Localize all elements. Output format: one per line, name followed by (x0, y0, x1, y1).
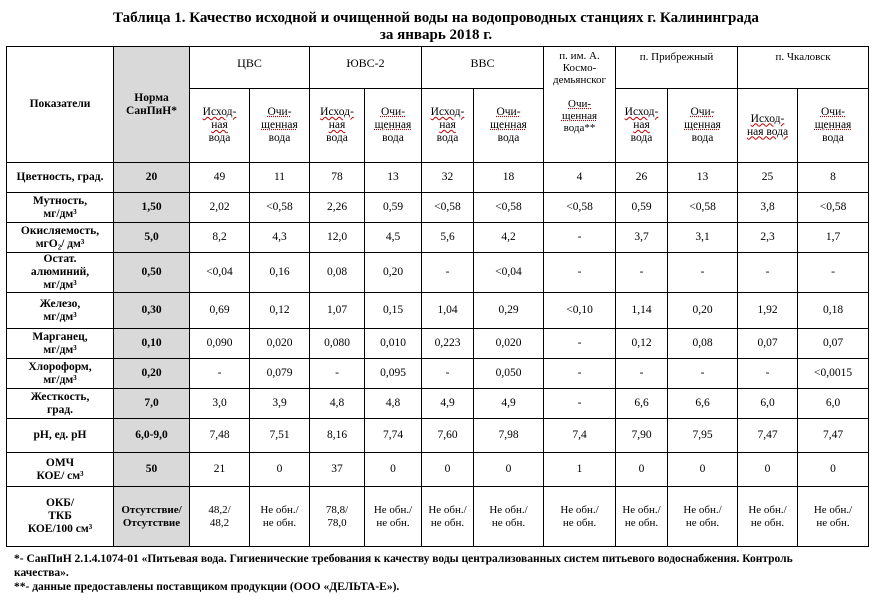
table-cell: 7,51 (250, 419, 310, 453)
footnote-1-line1: *- СанПиН 2.1.4.1074-01 «Питьевая вода. Гигиенические требования к качеству воды централизованных систем питьевого водоснабжения. Контроль (14, 553, 793, 565)
table-cell: 78 (310, 163, 365, 193)
treated-line2: щенная (490, 119, 527, 131)
source-line3: вода (436, 132, 459, 144)
row-norm: 0,10 (114, 329, 190, 359)
table-cell: 3,1 (668, 223, 738, 253)
table-cell: 0,20 (365, 253, 422, 293)
table-cell: 6,6 (616, 389, 668, 419)
table-cell (738, 487, 798, 547)
header-station-vvs: ВВС (422, 47, 544, 89)
treated-line2: щенная (814, 119, 852, 131)
indicator-line1: Остат. (43, 253, 77, 265)
table-cell: 0,079 (250, 359, 310, 389)
table-cell: - (544, 389, 616, 419)
table-cell: 7,47 (738, 419, 798, 453)
cell-line1: 48,2/ (208, 503, 231, 516)
header-norm (114, 47, 190, 163)
table-row (7, 253, 869, 293)
table-cell: 0,080 (310, 329, 365, 359)
table-cell: <0,04 (190, 253, 250, 293)
subheader-source-water (738, 89, 798, 163)
table-cell: - (616, 253, 668, 293)
table-row (7, 453, 869, 487)
table-row (7, 163, 869, 193)
treated-line1: Очи- (820, 106, 846, 118)
table-cell: - (738, 253, 798, 293)
treated-line1: Очи- (496, 106, 521, 118)
treated-line2: щенная (261, 119, 298, 131)
table-row (7, 293, 869, 329)
table-cell: 0,69 (190, 293, 250, 329)
table-cell: 26 (616, 163, 668, 193)
table-cell: - (422, 253, 474, 293)
table-cell: 7,48 (190, 419, 250, 453)
table-cell: 4,8 (365, 389, 422, 419)
table-cell: 1,14 (616, 293, 668, 329)
subheader-source-water (310, 89, 365, 163)
table-cell: 0,020 (474, 329, 544, 359)
table-cell: 7,74 (365, 419, 422, 453)
row-norm: 0,30 (114, 293, 190, 329)
table-cell: 7,95 (668, 419, 738, 453)
table-cell: 6,0 (738, 389, 798, 419)
table-row (7, 359, 869, 389)
table-cell: 0 (738, 453, 798, 487)
table-cell: 0,59 (365, 193, 422, 223)
subheader-source-water (422, 89, 474, 163)
header-station-yuvs2: ЮВС-2 (310, 47, 422, 89)
table-cell: <0,58 (474, 193, 544, 223)
footnote-2: **- данные предоставлены поставщиком продукции (ООО «ДЕЛЬТА-Е»). (14, 581, 400, 593)
cell-line1: Не обн./ (560, 503, 599, 516)
row-indicator (7, 359, 114, 389)
table-cell: 2,02 (190, 193, 250, 223)
table-cell: 4,2 (474, 223, 544, 253)
table-cell: <0,58 (250, 193, 310, 223)
treated-line3: вода (822, 132, 844, 144)
table-cell: 0,050 (474, 359, 544, 389)
table-cell (798, 487, 869, 547)
row-indicator (7, 487, 114, 547)
cell-line1: Не обн./ (373, 503, 413, 516)
indicator-line2: мг/дм³ (43, 310, 77, 323)
table-cell: 4,5 (365, 223, 422, 253)
table-cell: 7,4 (544, 419, 616, 453)
title-line-2: за январь 2018 г. (379, 27, 493, 43)
source-line1: Исход- (430, 106, 465, 118)
row-norm (114, 487, 190, 547)
table-cell: 1,92 (738, 293, 798, 329)
cell-line1: Не обн./ (260, 503, 299, 516)
indicator-l2: ТКБ (48, 510, 72, 522)
indicator-line1: Марганец, (32, 330, 88, 343)
subheader-source-water (616, 89, 668, 163)
table-cell: 0,12 (616, 329, 668, 359)
table-row-okb-tkb (7, 487, 869, 547)
table-cell: 7,90 (616, 419, 668, 453)
table-cell: 4,8 (310, 389, 365, 419)
indicator-line1: рН, ед. рН (33, 429, 87, 441)
table-row (7, 419, 869, 453)
source-line2: ная (439, 119, 456, 131)
header-cosmo-treated-line3: вода** (563, 122, 596, 134)
cell-line2: не обн. (430, 516, 465, 529)
indicator-line2: алюминий, (30, 266, 90, 278)
table-cell (365, 487, 422, 547)
table-cell: 7,98 (474, 419, 544, 453)
treated-line2: щенная (684, 119, 721, 131)
row-indicator (7, 223, 114, 253)
table-cell: <0,0015 (798, 359, 869, 389)
table-cell: 7,47 (798, 419, 869, 453)
source-line2: ная (633, 119, 650, 131)
source-line1: Исход- (202, 106, 237, 118)
table-cell (544, 487, 616, 547)
table-cell: 6,0 (798, 389, 869, 419)
table-cell: 25 (738, 163, 798, 193)
table-cell: - (668, 253, 738, 293)
table-cell: - (422, 359, 474, 389)
table-cell: - (310, 359, 365, 389)
table-cell: 0 (365, 453, 422, 487)
header-cosmo-treated-line1: Очи- (568, 98, 592, 110)
table-cell: 1 (544, 453, 616, 487)
table-cell: 3,9 (250, 389, 310, 419)
table-cell: 0,08 (310, 253, 365, 293)
source-line2: ная (211, 119, 228, 131)
table-cell: 0,020 (250, 329, 310, 359)
table-cell: 7,60 (422, 419, 474, 453)
table-cell: - (738, 359, 798, 389)
footnotes (14, 552, 864, 594)
table-cell: 0 (422, 453, 474, 487)
table-cell (474, 487, 544, 547)
table-cell: 3,8 (738, 193, 798, 223)
indicator-line2: мгО₂/ дм³ (35, 237, 85, 250)
norm-line2: Отсутствие (122, 516, 181, 529)
row-norm: 6,0-9,0 (114, 419, 190, 453)
row-norm: 7,0 (114, 389, 190, 419)
row-norm: 50 (114, 453, 190, 487)
indicator-line1: Хлороформ, (28, 360, 92, 373)
table-cell: 2,3 (738, 223, 798, 253)
row-norm: 1,50 (114, 193, 190, 223)
source-line2: ная вода (746, 125, 789, 138)
table-cell: 4 (544, 163, 616, 193)
source-line1: Исход- (320, 106, 354, 118)
indicator-line1: Цветность, град. (16, 171, 104, 183)
table-title (0, 10, 872, 44)
cell-line2: не обн. (624, 516, 659, 529)
subheader-treated-water (798, 89, 869, 163)
treated-line3: вода (382, 132, 404, 144)
table-cell: <0,58 (422, 193, 474, 223)
norm-line1: Отсутствие/ (121, 503, 182, 516)
header-norm-line2: СанПиН* (126, 104, 177, 117)
table-cell: 13 (365, 163, 422, 193)
table-cell (422, 487, 474, 547)
subheader-treated-water (474, 89, 544, 163)
title-line-1: Таблица 1. Качество исходной и очищенной воды на водопроводных станциях г. Калининграда (113, 10, 759, 26)
header-cosmo-line1: п. им. А. (559, 50, 600, 62)
indicator-line2: мг/дм³ (43, 343, 77, 356)
table-cell: <0,10 (544, 293, 616, 329)
table-cell: 0,07 (798, 329, 869, 359)
table-cell: <0,58 (798, 193, 869, 223)
header-row-stations (7, 47, 869, 89)
row-indicator (7, 163, 114, 193)
subheader-treated-water (668, 89, 738, 163)
table-cell: 37 (310, 453, 365, 487)
cell-line2: 78,0 (327, 516, 347, 529)
table-cell: 0 (616, 453, 668, 487)
table-cell: - (544, 223, 616, 253)
indicator-line1: Окисляемость, (20, 224, 100, 237)
table-cell: 21 (190, 453, 250, 487)
table-cell: - (544, 253, 616, 293)
subheader-treated-water (365, 89, 422, 163)
table-cell: - (544, 359, 616, 389)
row-norm: 5,0 (114, 223, 190, 253)
table-cell: 0,010 (365, 329, 422, 359)
cell-line2: не обн. (750, 516, 785, 529)
row-indicator (7, 453, 114, 487)
table-cell: 8 (798, 163, 869, 193)
source-line1: Исход- (750, 112, 785, 125)
cell-line1: Не обн./ (489, 503, 528, 516)
table-cell: 12,0 (310, 223, 365, 253)
table-cell: 0,20 (668, 293, 738, 329)
table-cell: 0,090 (190, 329, 250, 359)
table-cell: 32 (422, 163, 474, 193)
table-cell: 0,12 (250, 293, 310, 329)
cell-line2: не обн. (816, 516, 850, 529)
source-line1: Исход- (624, 106, 659, 118)
row-norm: 20 (114, 163, 190, 193)
indicator-line1: Жесткость, (30, 390, 90, 403)
indicator-line3: мг/дм³ (43, 279, 77, 291)
subheader-source-water (190, 89, 250, 163)
table-cell: 0 (668, 453, 738, 487)
treated-line3: вода (497, 132, 520, 144)
indicator-line2: КОЕ/ см³ (36, 469, 84, 482)
table-cell: 4,9 (422, 389, 474, 419)
table-cell: 0,59 (616, 193, 668, 223)
source-line3: вода (326, 132, 348, 144)
table-cell: 6,6 (668, 389, 738, 419)
table-cell: 0,07 (738, 329, 798, 359)
treated-line1: Очи- (380, 106, 406, 118)
indicator-line1: ОМЧ (45, 456, 75, 469)
cell-line2: 48,2 (209, 516, 230, 529)
indicator-line2: град. (46, 403, 74, 416)
row-norm: 0,50 (114, 253, 190, 293)
header-station-chkalovsk: п. Чкаловск (738, 47, 869, 89)
row-indicator (7, 293, 114, 329)
table-cell: 8,2 (190, 223, 250, 253)
table-cell: 0,08 (668, 329, 738, 359)
table-cell: 5,6 (422, 223, 474, 253)
row-indicator (7, 193, 114, 223)
table-cell: 0 (250, 453, 310, 487)
cell-line1: Не обн./ (748, 503, 787, 516)
cell-line2: не обн. (685, 516, 720, 529)
treated-line3: вода (268, 132, 291, 144)
row-indicator (7, 389, 114, 419)
treated-line3: вода (691, 132, 714, 144)
table-row (7, 389, 869, 419)
source-line3: вода (208, 132, 231, 144)
header-station-cvs: ЦВС (190, 47, 310, 89)
source-line2: ная (328, 119, 346, 131)
table-row (7, 223, 869, 253)
table-cell: 3,7 (616, 223, 668, 253)
table-row (7, 193, 869, 223)
table-cell: 1,07 (310, 293, 365, 329)
table-cell: 13 (668, 163, 738, 193)
indicator-line1: Мутность, (32, 194, 88, 207)
cell-line1: Не обн./ (428, 503, 467, 516)
header-norm-line1: Норма (134, 91, 169, 104)
row-indicator (7, 253, 114, 293)
water-quality-table (6, 46, 869, 547)
header-station-pribrezhny: п. Прибрежный (616, 47, 738, 89)
indicator-l3: КОЕ/100 см³ (27, 523, 93, 535)
cell-line2: не обн. (376, 516, 410, 529)
row-indicator (7, 329, 114, 359)
table-row (7, 329, 869, 359)
indicator-line2: мг/дм³ (43, 207, 77, 220)
table-cell: 0,18 (798, 293, 869, 329)
table-cell: 0,15 (365, 293, 422, 329)
cell-line2: не обн. (262, 516, 297, 529)
table-cell: 8,16 (310, 419, 365, 453)
table-cell: 11 (250, 163, 310, 193)
header-cosmo-line3: демьянског (552, 74, 607, 86)
indicator-l1: ОКБ/ (45, 497, 75, 509)
table-cell (310, 487, 365, 547)
table-cell: 1,04 (422, 293, 474, 329)
table-cell (250, 487, 310, 547)
table-cell: - (190, 359, 250, 389)
table-cell: <0,58 (544, 193, 616, 223)
table-cell: 0,223 (422, 329, 474, 359)
cell-line1: Не обн./ (622, 503, 661, 516)
cell-line1: 78,8/ (325, 503, 349, 516)
table-cell: 18 (474, 163, 544, 193)
table-cell: 0 (798, 453, 869, 487)
subheader-treated-water (250, 89, 310, 163)
table-cell: - (798, 253, 869, 293)
treated-line2: щенная (374, 119, 412, 131)
indicator-line2: мг/дм³ (43, 373, 77, 386)
table-cell (668, 487, 738, 547)
table-cell: - (616, 359, 668, 389)
table-cell: 2,26 (310, 193, 365, 223)
table-cell: - (544, 329, 616, 359)
cell-line2: не обн. (491, 516, 526, 529)
table-cell: 4,3 (250, 223, 310, 253)
table-cell (190, 487, 250, 547)
treated-line1: Очи- (267, 106, 292, 118)
table-cell: 4,9 (474, 389, 544, 419)
source-line3: вода (630, 132, 653, 144)
table-cell (616, 487, 668, 547)
table-cell: 0,29 (474, 293, 544, 329)
table-cell: 0,095 (365, 359, 422, 389)
treated-line1: Очи- (690, 106, 715, 118)
table-cell: 49 (190, 163, 250, 193)
table-cell: 1,7 (798, 223, 869, 253)
table-cell: 0,16 (250, 253, 310, 293)
header-indicators: Показатели (7, 47, 114, 163)
header-station-cosmodemyansk (544, 47, 616, 163)
table-cell: - (668, 359, 738, 389)
cell-line2: не обн. (562, 516, 597, 529)
table-cell: <0,04 (474, 253, 544, 293)
table-cell: 3,0 (190, 389, 250, 419)
footnote-1-line2: качества». (14, 567, 69, 579)
cell-line1: Не обн./ (683, 503, 722, 516)
row-indicator (7, 419, 114, 453)
indicator-line1: Железо, (39, 297, 81, 310)
cell-line1: Не обн./ (813, 503, 853, 516)
header-cosmo-treated-line2: щенная (561, 110, 598, 122)
header-cosmo-line2: Космо- (562, 62, 597, 74)
table-cell: <0,58 (668, 193, 738, 223)
table-cell: 0 (474, 453, 544, 487)
row-norm: 0,20 (114, 359, 190, 389)
